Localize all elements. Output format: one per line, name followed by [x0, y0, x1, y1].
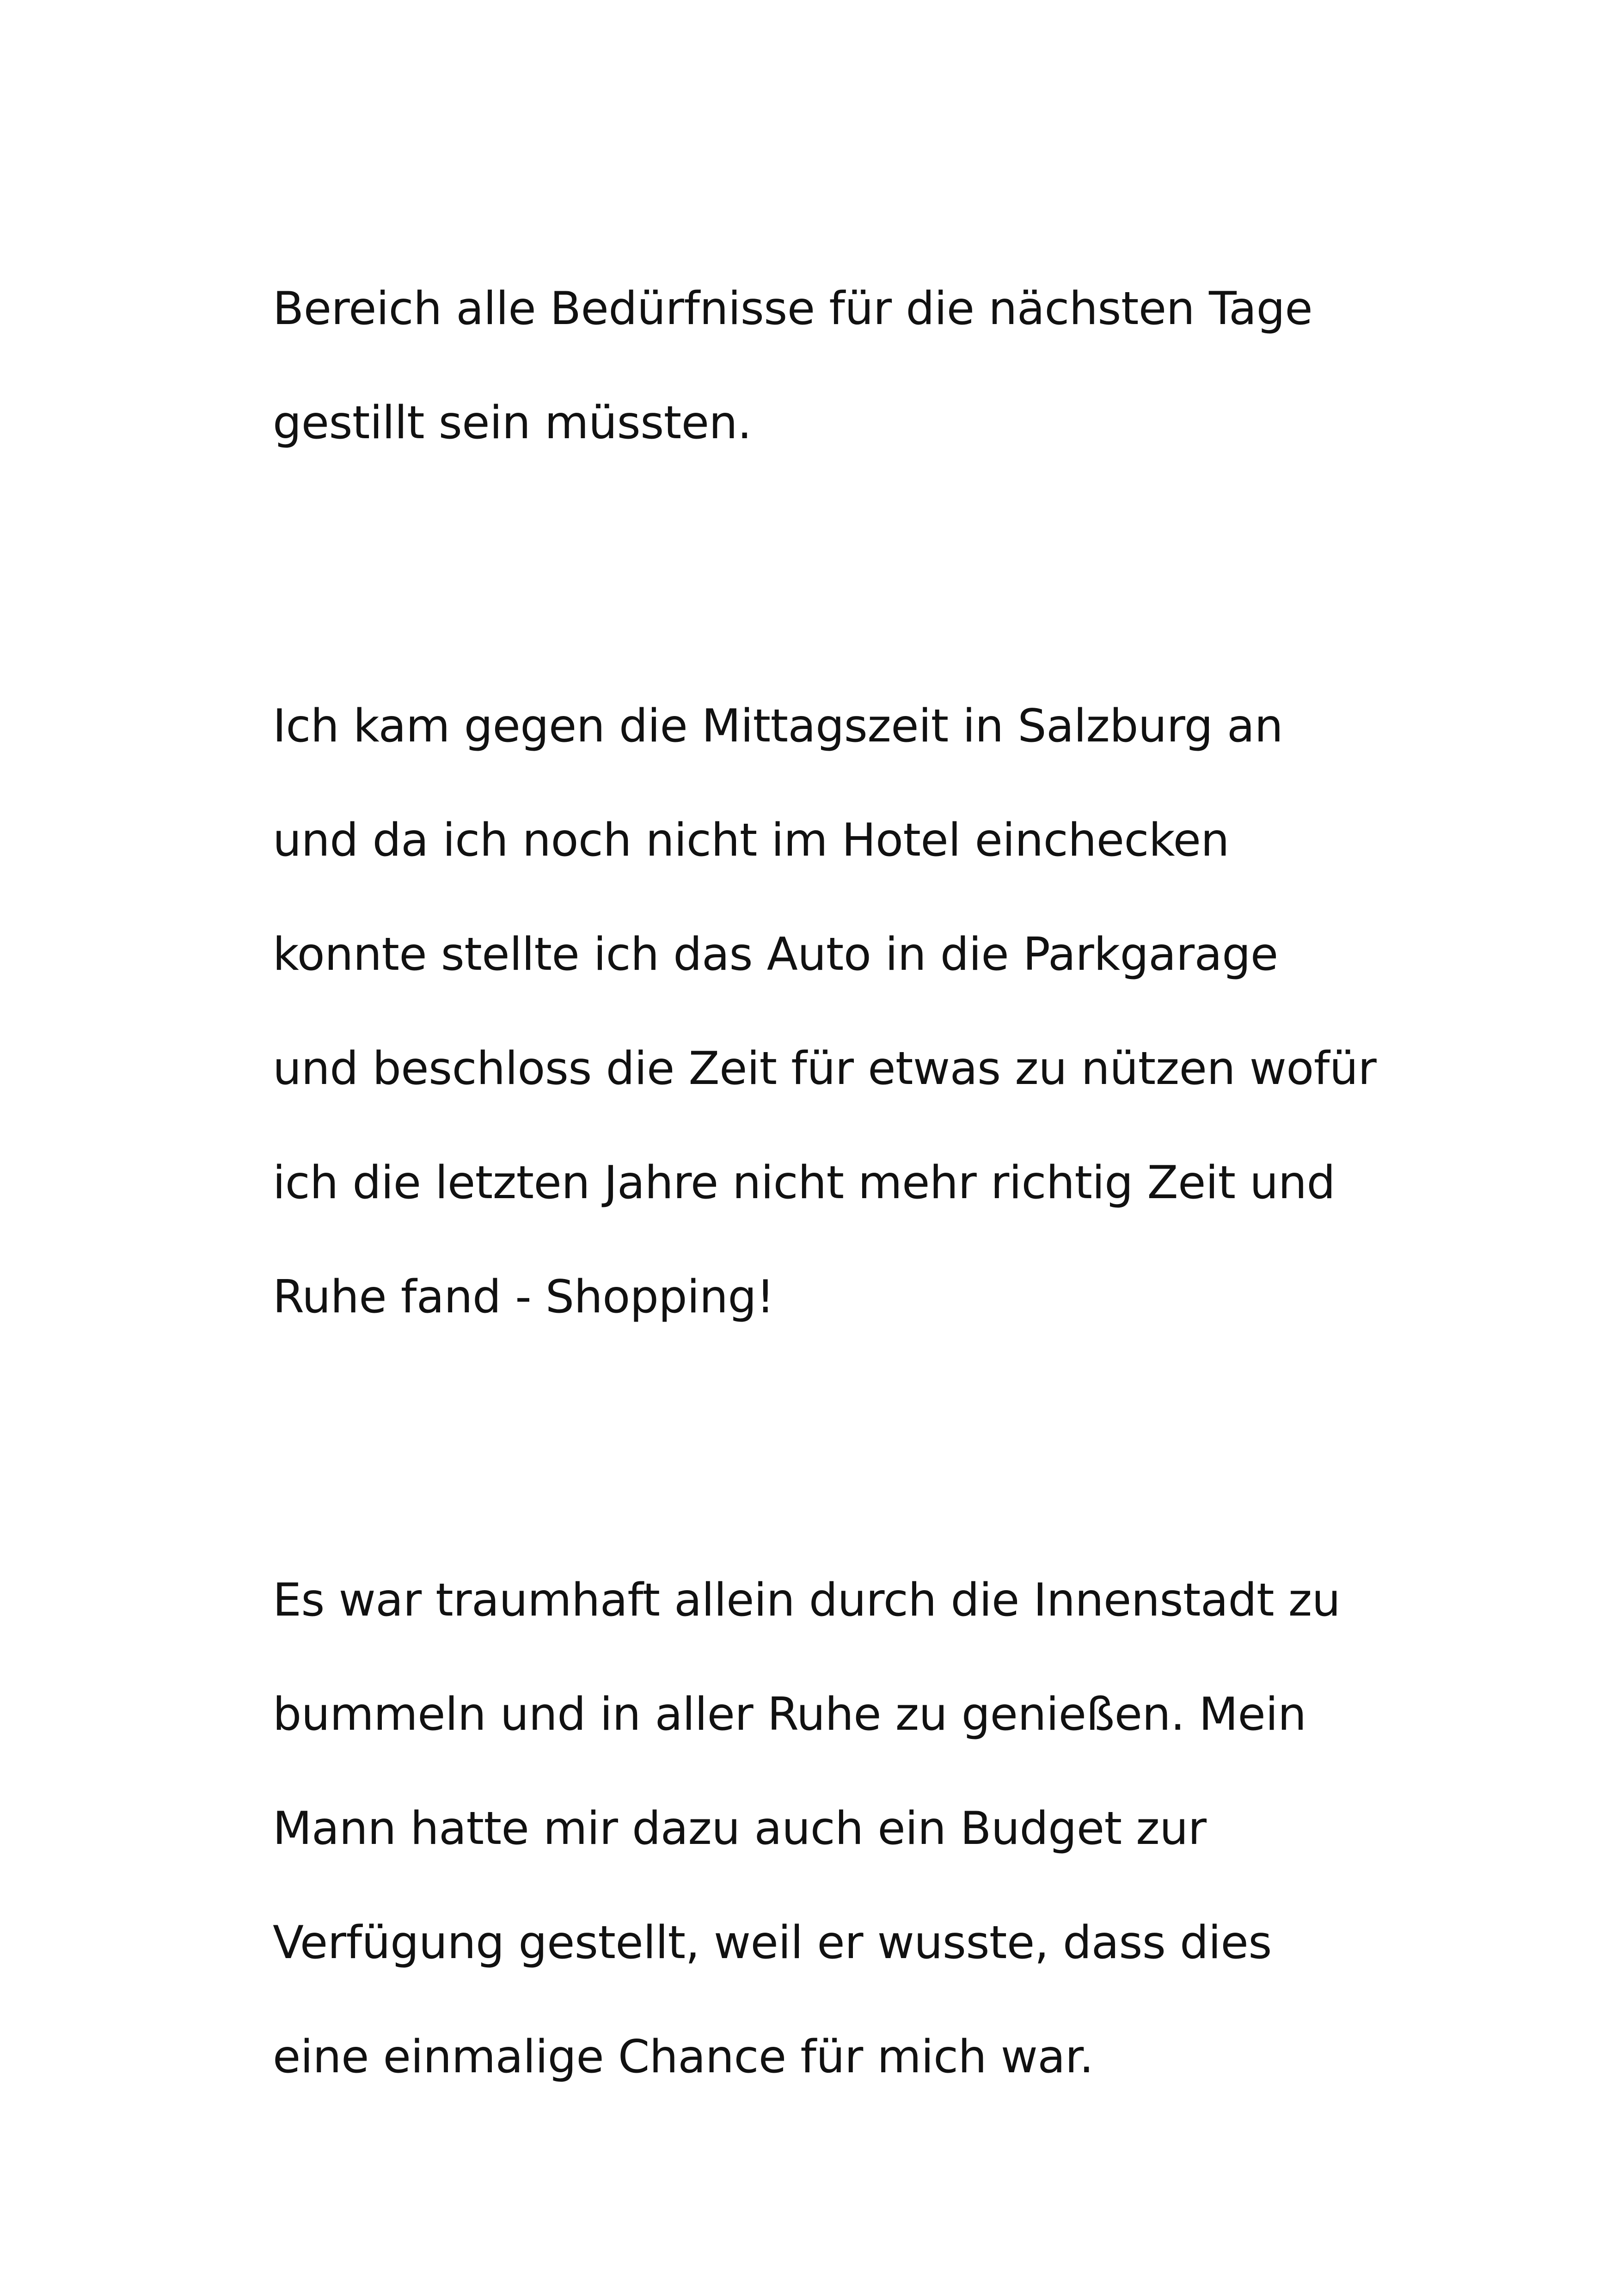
text-line: eine einmalige Chance für mich war.	[273, 2031, 1094, 2083]
text-line: Mann hatte mir dazu auch ein Budget zur	[273, 1802, 1207, 1855]
text-line: Ruhe fand - Shopping!	[273, 1271, 774, 1323]
text-line: gestillt sein müssten.	[273, 397, 752, 449]
text-line: Ich kam gegen die Mittagszeit in Salzburg an	[273, 700, 1283, 753]
text-line: und beschloss die Zeit für etwas zu nützen wofür	[273, 1042, 1377, 1095]
paragraph-3	[273, 1543, 1475, 2114]
text-line: konnte stellte ich das Auto in die Parkgarage	[273, 928, 1278, 981]
text-line: Es war traumhaft allein durch die Innenstadt zu	[273, 1574, 1341, 1627]
text-line: ich die letzten Jahre nicht mehr richtig Zeit und	[273, 1157, 1336, 1209]
text-line: Verfügung gestellt, weil er wusste, dass dies	[273, 1916, 1272, 1969]
paragraph-1	[273, 252, 1475, 480]
text-line: und da ich noch nicht im Hotel einchecken	[273, 814, 1230, 867]
text-line: bummeln und in aller Ruhe zu genießen. Mein	[273, 1688, 1306, 1741]
text-line: Bereich alle Bedürfnisse für die nächsten Tage	[273, 282, 1313, 335]
paragraph-2	[273, 669, 1475, 1354]
